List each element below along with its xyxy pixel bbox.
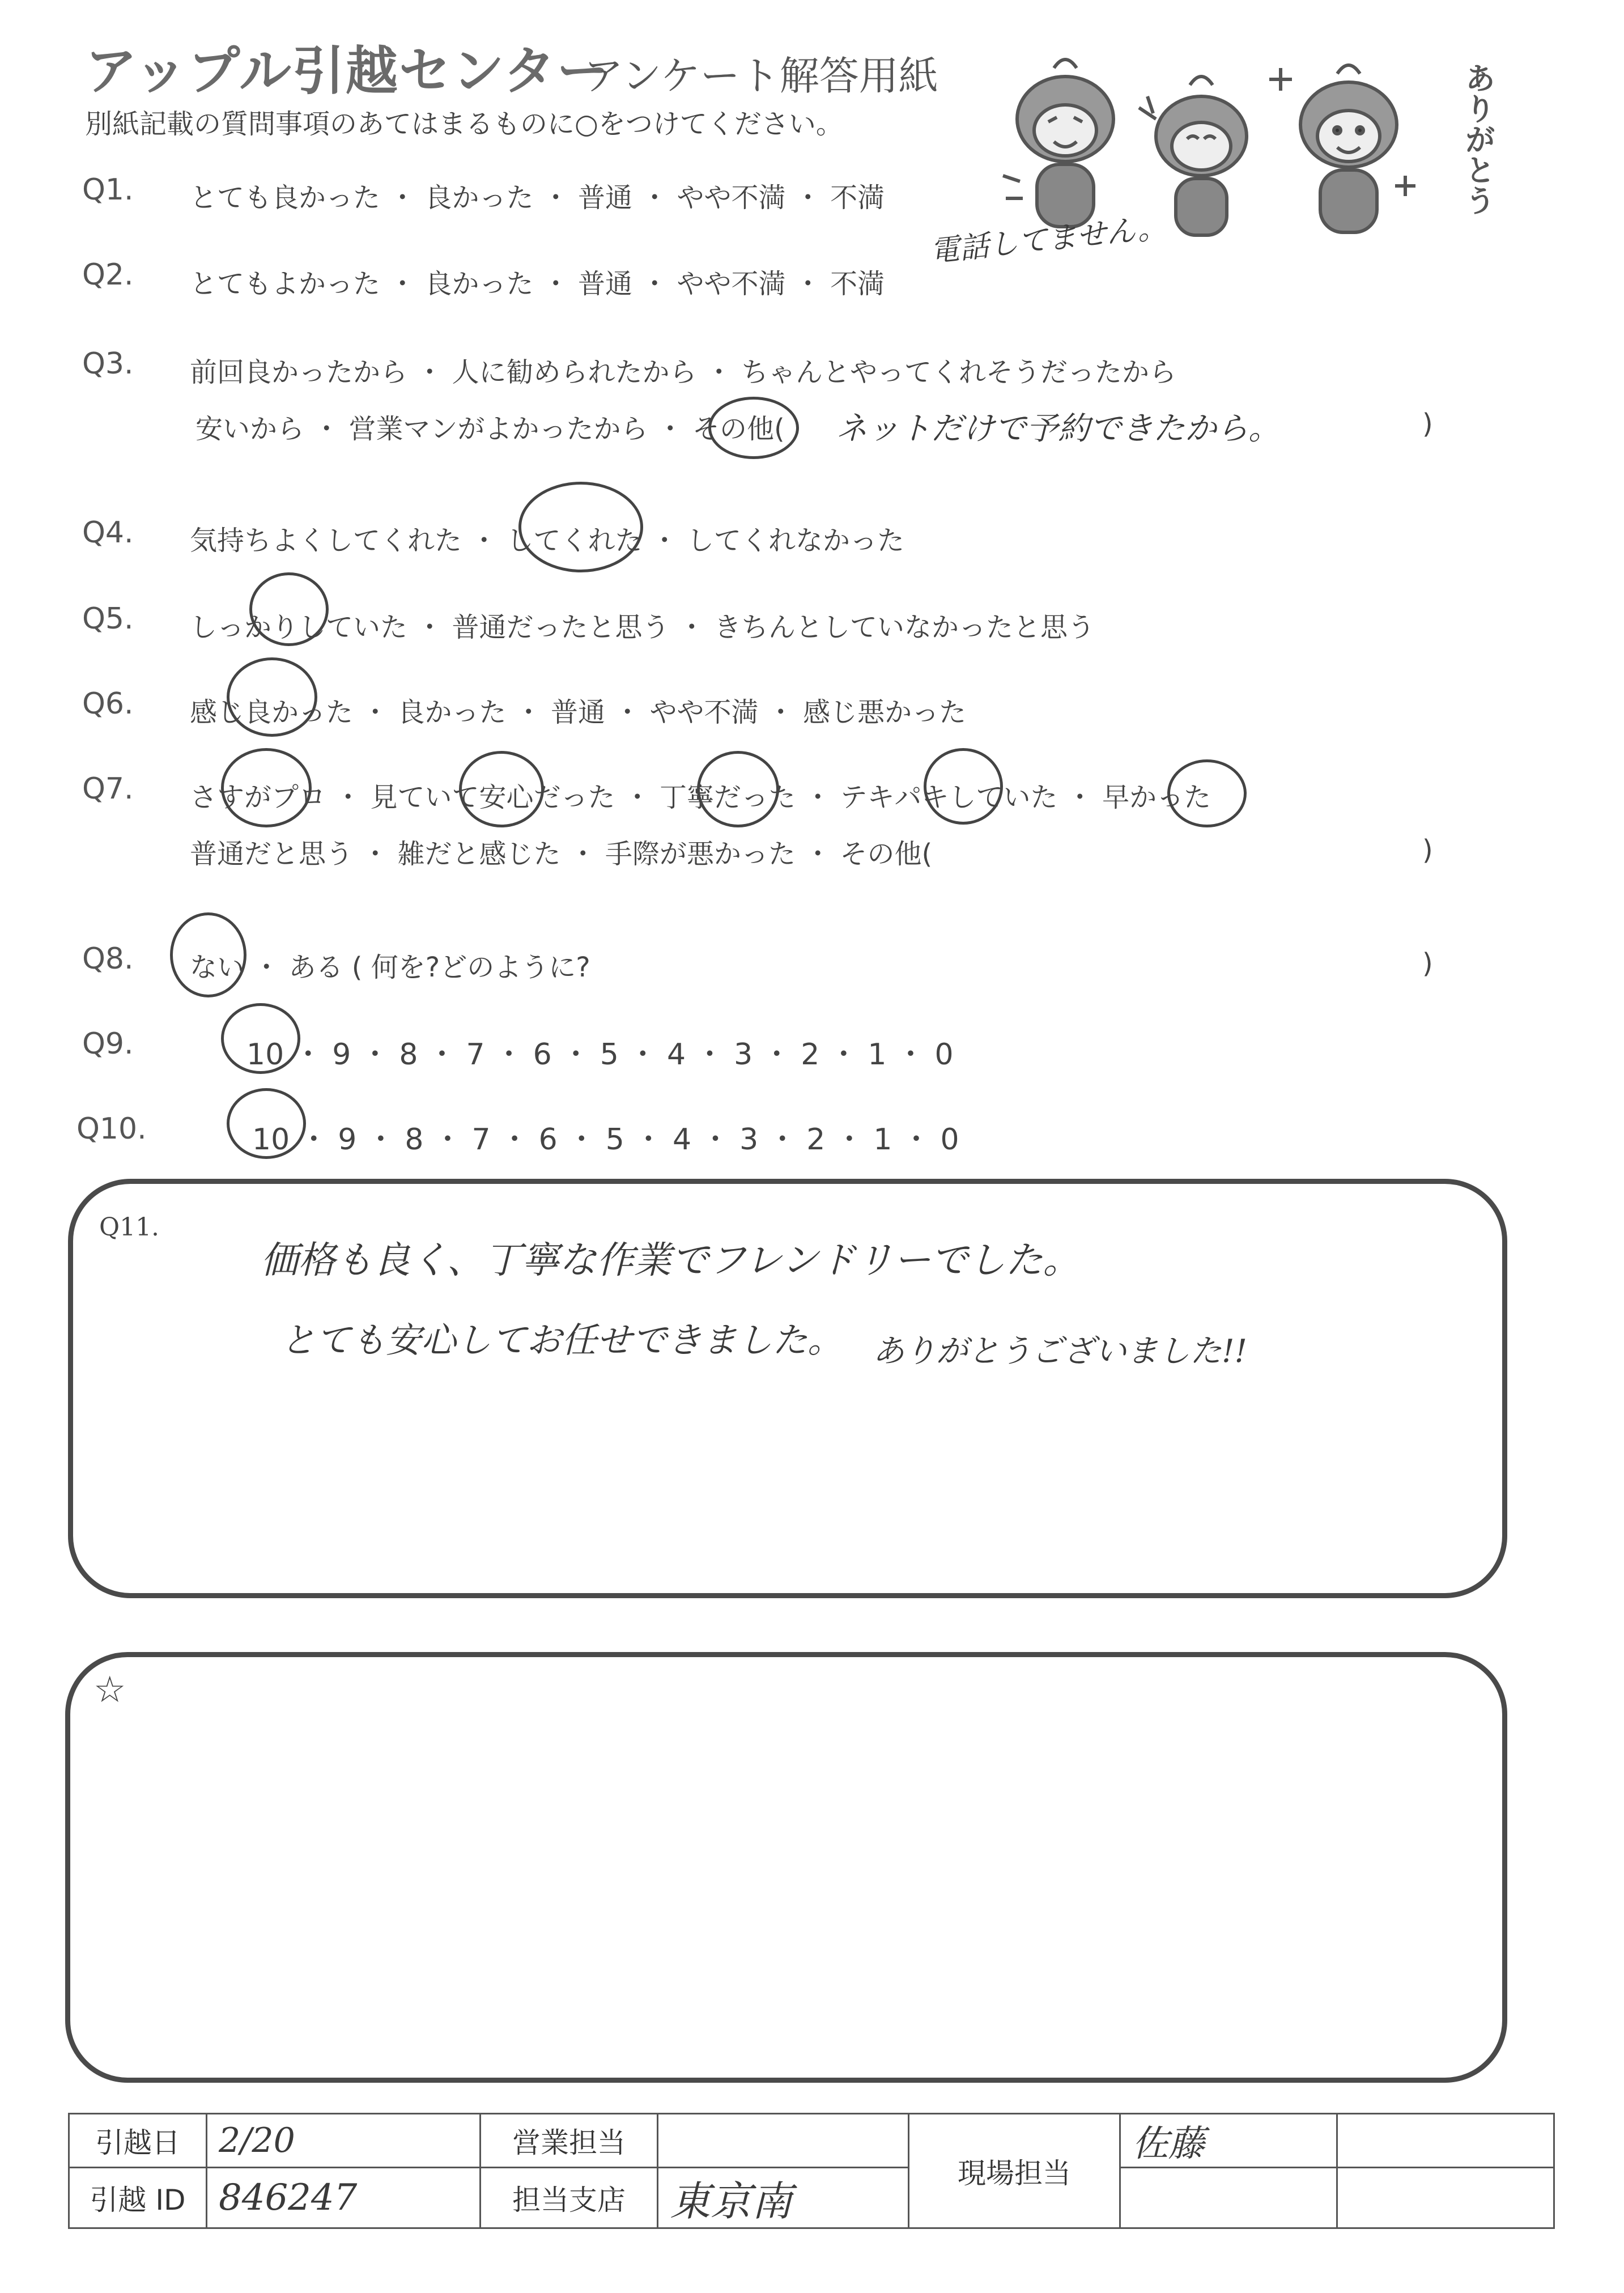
q5-label: Q5. [82, 602, 134, 636]
move-date-handwritten: 2/20 [219, 2121, 295, 2160]
sales-value [658, 2114, 909, 2168]
q7-close-paren: ) [1422, 834, 1433, 866]
q7-options-line1: さすがプロ ・ 見ていて安心だった ・ 丁寧だった ・ テキパキしていた ・ 早かった [190, 782, 1211, 813]
q1-label: Q1. [82, 173, 134, 207]
move-date-label: 引越日 [69, 2114, 207, 2168]
branch-handwritten: 東京南 [670, 2177, 793, 2225]
q9-answer-circle [221, 1003, 300, 1074]
q7-answer-circle-4 [924, 748, 1003, 825]
site-handwritten: 佐藤 [1132, 2123, 1205, 2165]
q6-answer-circle [227, 657, 317, 737]
q9-label: Q9. [82, 1027, 134, 1061]
q1-options: とても良かった ・ 良かった ・ 普通 ・ やや不満 ・ 不満 [190, 182, 885, 214]
q8-options: ない ・ ある ( 何を?どのように? [190, 952, 590, 983]
branch-label: 担当支店 [481, 2168, 658, 2228]
move-id-handwritten: 846247 [219, 2177, 358, 2219]
q4-answer-circle [518, 482, 643, 572]
q7-answer-circle-2 [459, 751, 544, 827]
q10-label: Q10. [76, 1112, 147, 1146]
q5-options: しっかりしていた ・ 普通だったと思う ・ きちんとしていなかったと思う [190, 612, 1095, 643]
q5-answer-circle [249, 572, 329, 646]
q3-other-handwritten: ネットだけで予約できたから。 [836, 410, 1280, 447]
q3-options-line2: 安いから ・ 営業マンがよかったから ・ その他( [195, 413, 785, 445]
q10-answer-circle [227, 1088, 306, 1159]
q10-scale: 10 ・ 9 ・ 8 ・ 7 ・ 6 ・ 5 ・ 4 ・ 3 ・ 2 ・ 1 ・ 0 [252, 1123, 959, 1157]
instruction-text: 別紙記載の質問事項のあてはまるものに○をつけてください。 [85, 108, 843, 140]
site-extra-row2 [1337, 2168, 1554, 2228]
q6-label: Q6. [82, 687, 134, 721]
q2-label: Q2. [82, 258, 134, 292]
star-icon: ☆ [93, 1669, 126, 1711]
q7-answer-circle-5 [1167, 759, 1247, 827]
star-comment-box [65, 1652, 1507, 2083]
move-id-label: 引越 ID [69, 2168, 207, 2228]
company-title: アップル引越センター [85, 41, 610, 101]
q3-close-paren: ) [1422, 408, 1433, 440]
q7-answer-circle-3 [697, 751, 779, 827]
move-id-value [207, 2168, 481, 2228]
move-date-value [207, 2114, 481, 2168]
q8-close-paren: ) [1422, 948, 1433, 979]
site-label: 現場担当 [909, 2114, 1120, 2228]
branch-value [658, 2168, 909, 2228]
q11-handwritten-line3: ありがとうございました!! [873, 1333, 1248, 1370]
q3-answer-circle [708, 397, 799, 459]
q4-options: 気持ちよくしてくれた ・ してくれた ・ してくれなかった [190, 525, 905, 557]
q3-label: Q3. [82, 347, 134, 381]
q11-handwritten-line1: 価格も良く、丁寧な作業でフレンドリーでした。 [261, 1238, 1081, 1282]
q2-handwritten-note: 電話してません。 [928, 210, 1168, 269]
q3-options-line1: 前回良かったから ・ 人に勧められたから ・ ちゃんとやってくれそうだったから [190, 356, 1177, 388]
q4-label: Q4. [82, 516, 134, 550]
footer-info-table [68, 2113, 1555, 2229]
q7-options-line2: 普通だと思う ・ 雑だと感じた ・ 手際が悪かった ・ その他( [190, 838, 933, 870]
sales-label: 営業担当 [481, 2114, 658, 2168]
q9-scale: 10 ・ 9 ・ 8 ・ 7 ・ 6 ・ 5 ・ 4 ・ 3 ・ 2 ・ 1 ・ 0 [246, 1038, 954, 1072]
form-subtitle: アンケート解答用紙 [584, 53, 938, 99]
q6-options: 感じ良かった ・ 良かった ・ 普通 ・ やや不満 ・ 感じ悪かった [190, 697, 967, 728]
site-value-row2 [1120, 2168, 1337, 2228]
site-extra-cell [1337, 2114, 1554, 2168]
thanks-vertical-text: ありがとう [1460, 62, 1496, 215]
q8-label: Q8. [82, 942, 134, 976]
q11-handwritten-line2: とても安心してお任せできました。 [280, 1319, 843, 1361]
q2-options: とてもよかった ・ 良かった ・ 普通 ・ やや不満 ・ 不満 [190, 268, 885, 300]
q7-label: Q7. [82, 772, 134, 806]
q7-answer-circle-1 [221, 748, 312, 827]
q11-label: Q11. [99, 1213, 160, 1242]
q8-answer-circle [170, 912, 246, 997]
site-value [1120, 2114, 1337, 2168]
